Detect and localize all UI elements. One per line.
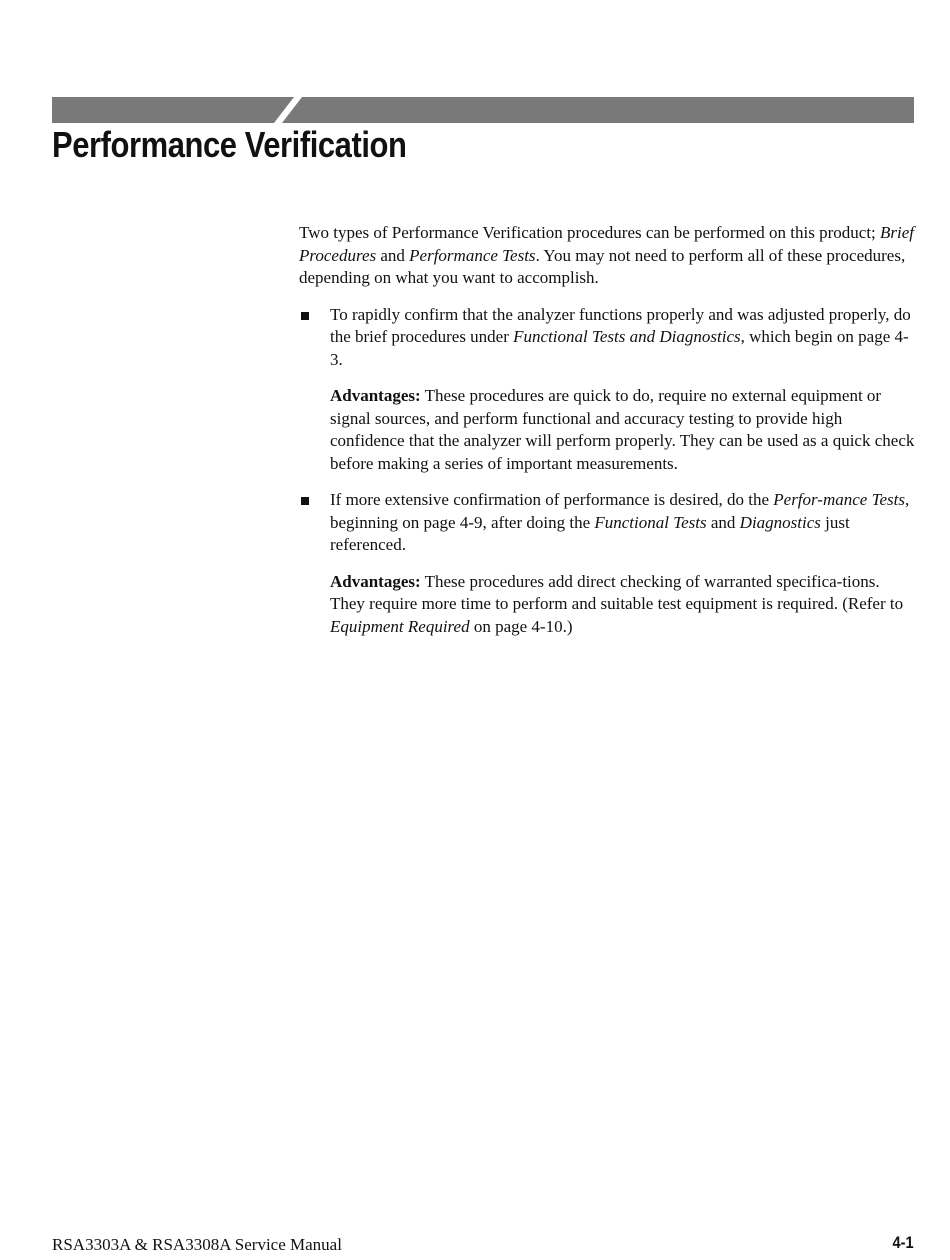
bullet-text [330,304,915,372]
bullet-text-run: , which begin on page 4-3. [330,327,909,369]
bullet-emphasis: Functional Tests and Diagnostics [513,327,741,346]
advantages-text: These procedures add direct checking of warranted specifica-tions. They require more time to perform and suitable test equipment is required. (Refer to [330,571,904,613]
advantages-paragraph [330,385,915,475]
intro-emphasis-brief-procedures: Brief Procedures [299,223,915,265]
bullet-text-run: To rapidly confirm that the analyzer functions properly and was adjusted properly, do the brief procedures under [330,304,911,346]
intro-text: . You may not need to perform all of these procedures, depending on what you want to accomplish. [299,245,906,287]
bullet-text-run: and [706,512,740,532]
intro-paragraph [299,222,915,290]
bullet-emphasis: Functional Tests [594,512,707,532]
bullet-item-brief-procedures [299,304,915,476]
header-bar-right-segment [282,97,914,123]
square-bullet-icon [301,312,309,320]
advantages-label: Advantages: [330,571,421,591]
bullet-item-performance-tests [299,489,915,638]
advantages-text: These procedures are quick to do, require no external equipment or signal sources, and perform functional and accuracy testing to provide high confidence that the analyzer will perform properly. They can be used as a quick check before making a series of important measurements. [330,386,915,473]
bullet-text [330,489,915,557]
bullet-text-run: just referenced. [330,512,850,554]
header-bar-left-segment [52,97,294,123]
advantages-label: Advantages: [330,386,421,405]
advantages-text: on page 4-10.) [469,616,573,636]
intro-text: and [376,245,410,265]
page-title: Performance Verification [52,124,407,165]
body-text [299,222,915,652]
advantages-paragraph [330,571,915,639]
bullet-text-run: , beginning on page 4-9, after doing the [330,490,910,532]
header-bar-graphic [52,97,914,123]
square-bullet-icon [301,497,309,505]
footer-page-number: 4-1 [892,1233,914,1252]
bullet-text-run: If more extensive confirmation of performance is desired, do the [330,490,774,509]
bullet-emphasis: Diagnostics [739,512,821,532]
intro-text: Two types of Performance Verification procedures can be performed on this product; [299,223,881,242]
advantages-emphasis: Equipment Required [330,616,470,636]
intro-emphasis-performance-tests: Performance Tests [409,245,536,265]
footer-manual-title: RSA3303A & RSA3308A Service Manual [52,1235,342,1254]
bullet-emphasis: Perfor-mance Tests [773,490,905,509]
header-bar [52,97,914,123]
